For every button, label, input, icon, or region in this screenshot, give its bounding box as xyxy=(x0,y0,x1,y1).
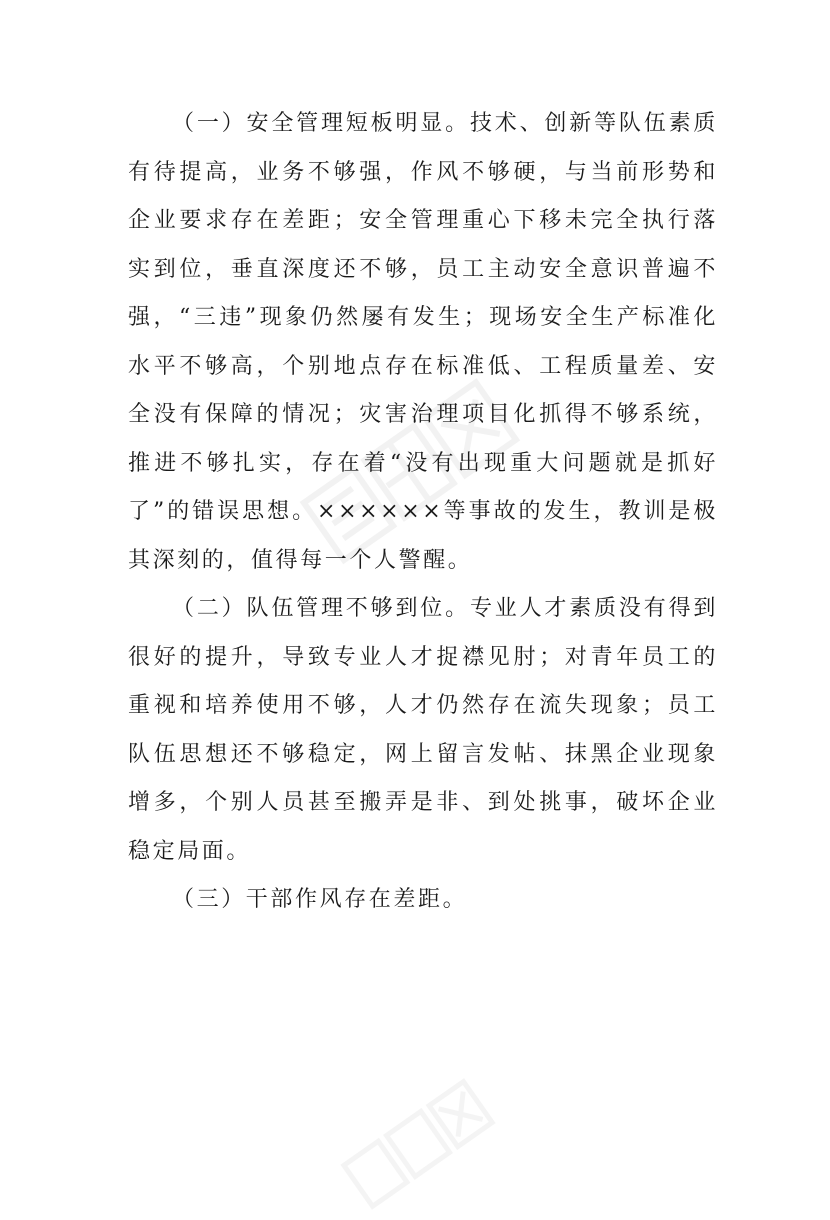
watermark-logo-bottom xyxy=(334,1070,505,1219)
paragraph-team-management: （二）队伍管理不够到位。专业人才素质没有得到很好的提升，导致专业人才捉襟见肘；对青年员工的重视和培养使用不够，人才仍然存在流失现象；员工队伍思想还不够稳定，网上留言发帖、抹黑企业现象增多，个别人员甚至搬弄是非、到处挑事，破坏企业稳定局面。 xyxy=(128,596,718,864)
paragraph-cadre-style: （三）干部作风存在差距。 xyxy=(172,887,468,912)
document-body xyxy=(128,100,718,925)
paragraph-safety-management: （一）安全管理短板明显。技术、创新等队伍素质有待提高，业务不够强，作风不够硬，与当前形势和企业要求存在差距；安全管理重心下移未完全执行落实到位，垂直深度还不够，员工主动安全意识普遍不强，“三违”现象仍然屡有发生；现场安全生产标准化水平不够高，个别地点存在标准低、工程质量差、安全没有保障的情况；灾害治理项目化抓得不够系统，推进不够扎实，存在着“没有出现重大问题就是抓好了”的错误思想。××××××等事故的发生，教训是极其深刻的，值得每一个人警醒。 xyxy=(128,111,718,573)
